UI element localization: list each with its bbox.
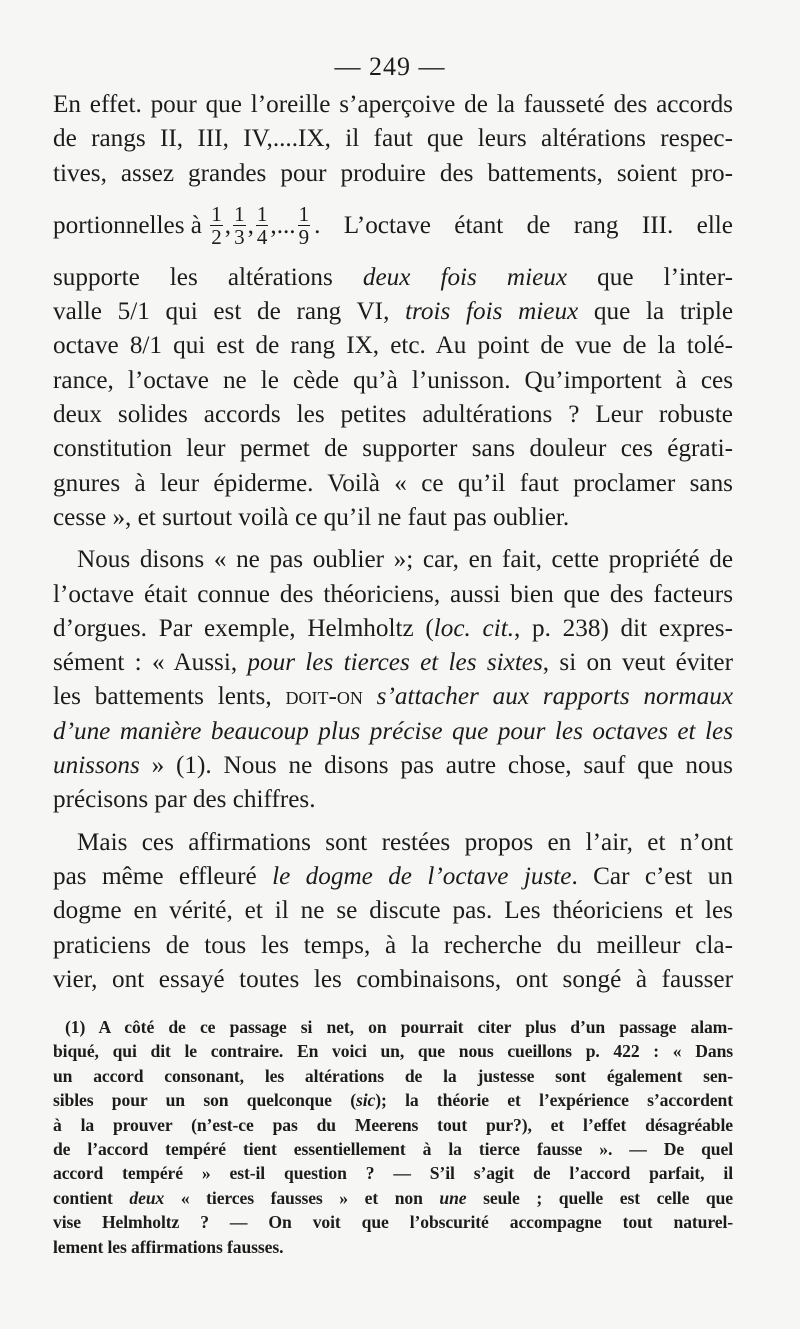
text-line: dogme en vérité, et il ne se discute pas. Les théoriciens et les [53, 897, 733, 925]
text-line: En effet. pour que l’oreille s’aperçoive de la fausseté des accords [53, 91, 733, 118]
paragraph-3 [53, 826, 733, 997]
text-line: précisons par des chiffres. [53, 786, 316, 814]
emphasis: deux fois mieux [362, 263, 568, 291]
footnote-line: biqué, qui dit le contraire. En voici un, que nous cueillons p. 422 : « Dans [53, 1041, 733, 1062]
text-line [53, 715, 733, 749]
text-line: Nous disons « ne pas oublier »; car, en fait, cette propriété de [77, 546, 733, 574]
fraction-1-4 [256, 203, 269, 248]
text-segment: valle 5/1 qui est de rang VI, [53, 298, 406, 326]
text-line: l’octave était connue des théoriciens, aussi bien que des facteurs [53, 580, 733, 608]
text-segment: supporte les altérations [53, 263, 363, 291]
text-line: constitution leur permet de supporter sans douleur ces égrati- [53, 435, 733, 463]
footnote-line [53, 1088, 733, 1112]
emphasis: le dogme de l’octave juste [272, 862, 572, 890]
emphasis: deux [129, 1187, 165, 1208]
emphasis: d’une manière beaucoup plus précise que pour les octaves et les [53, 717, 733, 745]
fraction-separator: , [224, 211, 232, 239]
footnote [53, 1015, 733, 1259]
text-line: gnures à leur épiderme. Voilà « ce qu’il faut proclamer sans [53, 469, 733, 497]
text-segment: les battements lents, [53, 683, 286, 711]
text-line [53, 749, 733, 783]
text-line [53, 860, 733, 894]
text-line: deux solides accords les petites adultérations ? Leur robuste [53, 401, 733, 429]
numerator: 1 [234, 202, 245, 227]
fraction-ellipsis: ,... [270, 211, 296, 239]
text-line: Mais ces affirmations sont restées propos en l’air, et n’ont [77, 828, 733, 856]
denominator: 2 [211, 225, 222, 250]
text-segment: » (1). Nous ne disons pas autre chose, sauf que nous [139, 752, 733, 780]
fraction-1-3 [233, 203, 246, 248]
emphasis: sic [355, 1090, 376, 1111]
emphasis: loc. cit. [433, 614, 515, 642]
text-segment: portionnelles à [53, 211, 202, 239]
footnote-line: (1) A côté de ce passage si net, on pourrait citer plus d’un passage alam- [65, 1017, 733, 1037]
fraction-line [53, 191, 733, 261]
text-segment: seule ; quelle est celle que [466, 1187, 733, 1208]
text-line: tives, assez grandes pour produire des battements, soient pro- [53, 159, 733, 187]
small-caps: doit-on [285, 683, 363, 711]
emphasis: une [439, 1187, 467, 1208]
text-segment: pas même effleuré [53, 862, 273, 890]
text-segment: . Car c’est un [571, 862, 733, 890]
text-segment: « tierces fausses » et non [164, 1187, 440, 1208]
text-line: octave 8/1 qui est de rang IX, etc. Au point de vue de la tolé- [53, 332, 733, 360]
text-segment: sément : « Aussi, [53, 649, 248, 677]
denominator: 3 [234, 225, 245, 250]
text-line: cesse », et surtout voilà ce qu’il ne faut pas oublier. [53, 503, 570, 531]
paragraph-2 [53, 543, 733, 817]
fraction-1-2 [210, 203, 223, 248]
text-line [53, 646, 733, 680]
text-segment: contient [53, 1187, 130, 1208]
numerator: 1 [256, 202, 268, 227]
fraction-separator: , [247, 211, 254, 239]
page-number: — 249 — [334, 52, 446, 81]
text-segment: , si on veut éviter [542, 649, 733, 677]
text-segment: que la triple [578, 298, 733, 326]
fraction-1-9 [298, 203, 311, 248]
emphasis: unissons [53, 752, 140, 780]
footnote-line: vise Helmholtz ? — On voit que l’obscurité accompagne tout naturel- [53, 1212, 733, 1233]
footnote-line: accord tempéré » est-il question ? — S’il s’agit de l’accord parfait, il [53, 1163, 733, 1184]
emphasis: pour les tierces et les sixtes [247, 649, 543, 677]
text-segment: d’orgues. Par exemple, Helmholtz ( [53, 614, 434, 642]
footnote-line: à la prouver (n’est-ce pas du Meerens tout pur?), et l’effet désagréable [53, 1114, 733, 1135]
text-line [53, 680, 733, 714]
text-segment: sibles pour un son quelconque ( [53, 1090, 356, 1111]
footnote-line: de l’accord tempéré tient essentiellement à la tierce fausse ». — De quel [53, 1139, 733, 1160]
emphasis: s’attacher aux rapports normaux [362, 683, 733, 711]
footnote-line: un accord consonant, les altérations de la justesse sont également sen- [53, 1065, 733, 1086]
text-line: rance, l’octave ne le cède qu’à l’unisson. Qu’importent à ces [53, 366, 733, 394]
main-text [53, 88, 733, 997]
emphasis: trois fois mieux [405, 298, 579, 326]
paragraph-1 [53, 88, 733, 535]
numerator: 1 [298, 202, 310, 227]
footnote-line [53, 1186, 733, 1210]
text-segment: ); la théorie et l’expérience s’accordent [375, 1090, 733, 1111]
text-segment: . L’octave étant de rang III. elle [314, 211, 733, 239]
text-line: praticiens de tous les temps, à la recherche du meilleur cla- [53, 931, 733, 959]
footnote-line: lement les affirmations fausses. [53, 1236, 284, 1257]
denominator: 9 [298, 225, 310, 250]
denominator: 4 [256, 225, 268, 250]
numerator: 1 [211, 202, 222, 227]
text-line [53, 612, 733, 646]
text-line: vier, ont essayé toutes les combinaisons, ont songé à fausser [53, 965, 733, 993]
text-line [53, 295, 733, 329]
text-segment: , p. 238) dit expres- [514, 614, 733, 642]
text-line: de rangs II, III, IV,....IX, il faut que leurs altérations respec- [53, 125, 733, 153]
text-line [53, 261, 733, 295]
text-segment: que l’inter- [567, 263, 733, 291]
